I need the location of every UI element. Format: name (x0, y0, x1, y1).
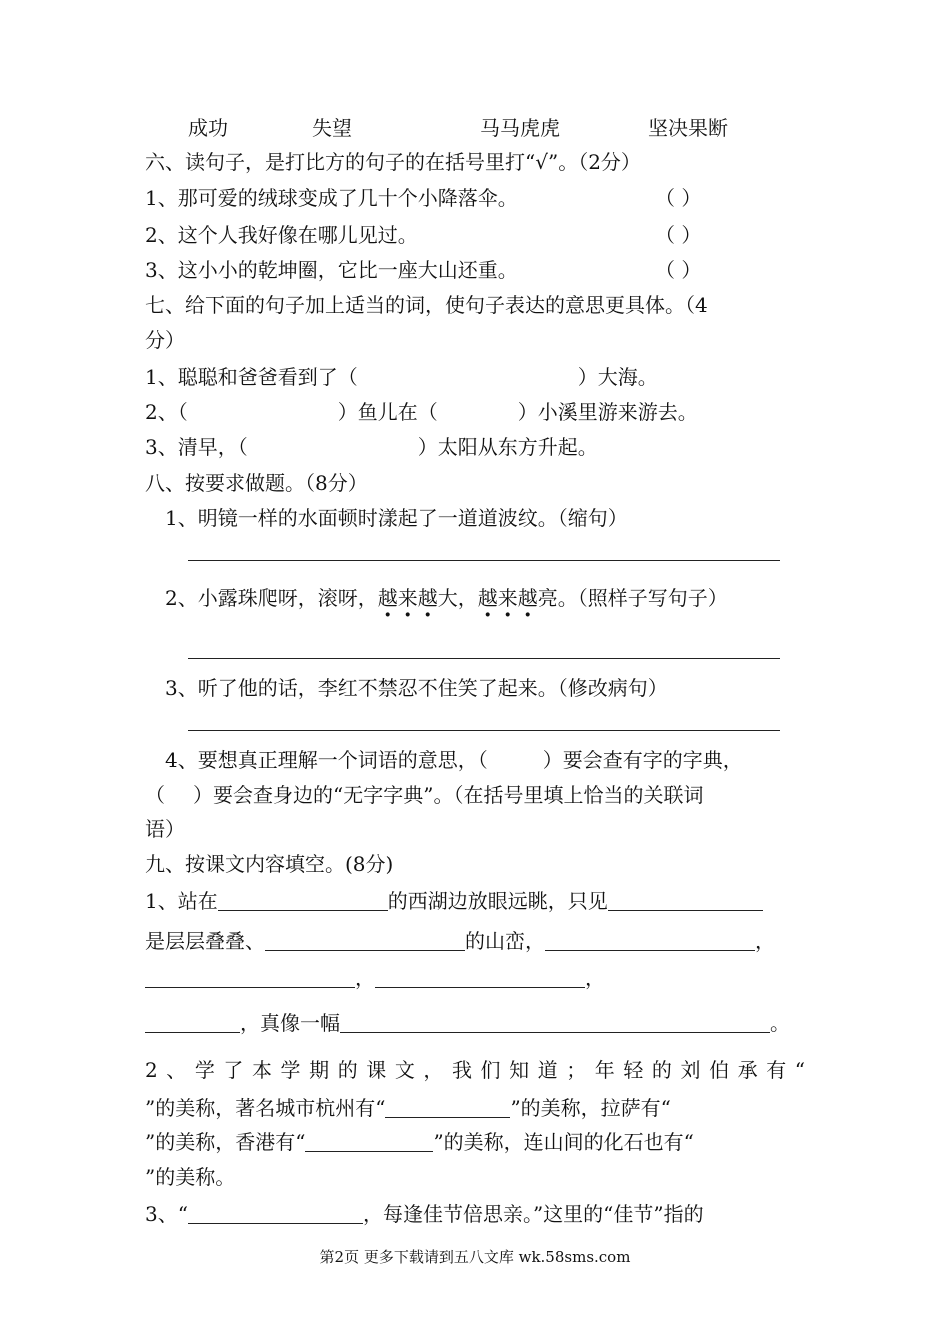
s9-q3-b: ，每逢佳节倍思亲。”这里的“佳节”指的 (362, 1202, 704, 1226)
s7-item-1-a: 1、聪聪和爸爸看到了（ (145, 365, 358, 389)
s9-q1-blank-6[interactable] (375, 965, 585, 988)
s8-q2-answer-line[interactable] (188, 658, 780, 659)
section-9-heading: 九、按课文内容填空。(8分) (145, 852, 394, 876)
s8-q4-l2b: ）要会查身边的“无字字典”。（在括号里填上恰当的关联词 (193, 783, 704, 807)
section-8-heading: 八、按要求做题。（8分） (145, 471, 368, 495)
s6-item-3: 3、这小小的乾坤圈，它比一座大山还重。 (145, 258, 518, 282)
s9-q1-c: 是层层叠叠、 (145, 929, 265, 953)
s9-q1-b: 的西湖边放眼远眺，只见 (387, 889, 608, 913)
s8-q4-line-3: 语） (145, 817, 185, 841)
s9-q1-h: ，真像一幅 (240, 1011, 340, 1035)
section-7-heading: 七、给下面的句子加上适当的词，使句子表达的意思更具体。（4 (145, 293, 708, 317)
s8-q2-dotted-1: 越 (377, 586, 398, 610)
s7-item-2-a: 2、（ (145, 400, 188, 424)
s8-q3-answer-line[interactable] (188, 730, 780, 731)
s9-q1-e: ， (755, 929, 775, 953)
s8-q2-dotted-3: 越 (477, 586, 498, 610)
s7-item-3-b: ）太阳从东方升起。 (417, 435, 598, 459)
s7-item-1-b: ）大海。 (577, 365, 658, 389)
s6-item-1: 1、那可爱的绒球变成了几十个小降落伞。 (145, 186, 518, 210)
s9-q1-f: ， (355, 966, 375, 990)
s9-q3-line-1 (145, 1199, 704, 1229)
s9-q2-blank-hongkong[interactable] (305, 1129, 433, 1152)
s9-q1-line-4 (145, 1008, 790, 1038)
word-3: 马马虎虎 (480, 116, 560, 140)
page-footer: 第2页 更多下载请到五八文库 wk.58sms.com (319, 1248, 631, 1266)
s8-q4-line-1 (165, 745, 743, 775)
s6-item-3-answer[interactable]: （ ） (655, 258, 702, 282)
s8-q4-line-2 (145, 780, 703, 810)
s9-q2-line-1: 2、学了本学期的课文，我们知道；年轻的刘伯承有“ (145, 1058, 805, 1082)
s9-q1-line-1 (145, 886, 763, 916)
s9-q3-blank[interactable] (188, 1201, 363, 1224)
s9-q1-line-2 (145, 926, 775, 956)
s6-item-1-answer[interactable]: （ ） (655, 186, 702, 210)
s8-q2-m3: 来 (497, 586, 518, 610)
s8-q2-a: 2、小露珠爬呀，滚呀， (165, 586, 378, 610)
s9-q2-blank-hangzhou[interactable] (385, 1095, 510, 1118)
s9-q2-line-4: ”的美称。 (145, 1165, 236, 1189)
s8-q4-l2a: （ (145, 783, 165, 807)
s8-q2 (165, 583, 728, 613)
s7-item-3 (145, 432, 598, 462)
s7-item-3-a: 3、清早，（ (145, 435, 248, 459)
s9-q2-l2a: ”的美称，著名城市杭州有“ (145, 1096, 386, 1120)
section-7-heading-cont: 分） (145, 328, 185, 352)
s8-q1: 1、明镜一样的水面顿时漾起了一道道波纹。（缩句） (165, 506, 628, 530)
word-4: 坚决果断 (648, 116, 728, 140)
s9-q1-d: 的山峦， (465, 929, 545, 953)
s8-q2-dotted-2: 越 (417, 586, 438, 610)
s9-q1-blank-3[interactable] (265, 928, 465, 951)
s7-item-1 (145, 362, 658, 392)
s6-item-2: 2、这个人我好像在哪儿见过。 (145, 223, 418, 247)
s9-q2-line-3 (145, 1127, 694, 1157)
s7-item-2-c: ）小溪里游来游去。 (517, 400, 698, 424)
s9-q3-a: 3、“ (145, 1202, 188, 1226)
s8-q2-e: 亮。（照样子写句子） (537, 586, 728, 610)
s8-q2-m1: 来 (397, 586, 418, 610)
s8-q2-dotted-4: 越 (517, 586, 538, 610)
s8-q4-l1b: ）要会查有字的字典， (542, 748, 743, 772)
section-6-heading: 六、读句子，是打比方的句子的在括号里打“√”。（2分） (145, 150, 641, 174)
s9-q1-line-3 (145, 963, 605, 993)
s6-item-2-answer[interactable]: （ ） (655, 223, 702, 247)
s8-q1-answer-line[interactable] (188, 560, 780, 561)
s9-q2-line-2 (145, 1093, 671, 1123)
word-1: 成功 (188, 116, 228, 140)
s9-q1-blank-1[interactable] (218, 888, 388, 911)
s9-q1-blank-4[interactable] (545, 928, 755, 951)
s9-q2-l2b: ”的美称，拉萨有“ (510, 1096, 671, 1120)
s9-q1-blank-2[interactable] (608, 888, 763, 911)
s9-q1-a: 1、站在 (145, 889, 218, 913)
s8-q2-m2: 大， (437, 586, 478, 610)
s9-q1-g: ， (585, 966, 605, 990)
s7-item-2-b: ）鱼儿在（ (337, 400, 438, 424)
s7-item-2 (145, 397, 698, 427)
word-2: 失望 (312, 116, 352, 140)
s9-q2-l3a: ”的美称，香港有“ (145, 1130, 306, 1154)
s9-q1-blank-7[interactable] (145, 1010, 240, 1033)
s9-q1-blank-8[interactable] (340, 1010, 770, 1033)
s9-q1-i: 。 (770, 1011, 790, 1035)
s9-q2-l3b: ”的美称，连山间的化石也有“ (433, 1130, 694, 1154)
s9-q1-blank-5[interactable] (145, 965, 355, 988)
s8-q4-l1a: 4、要想真正理解一个词语的意思，（ (165, 748, 488, 772)
s8-q3: 3、听了他的话，李红不禁忍不住笑了起来。（修改病句） (165, 676, 668, 700)
